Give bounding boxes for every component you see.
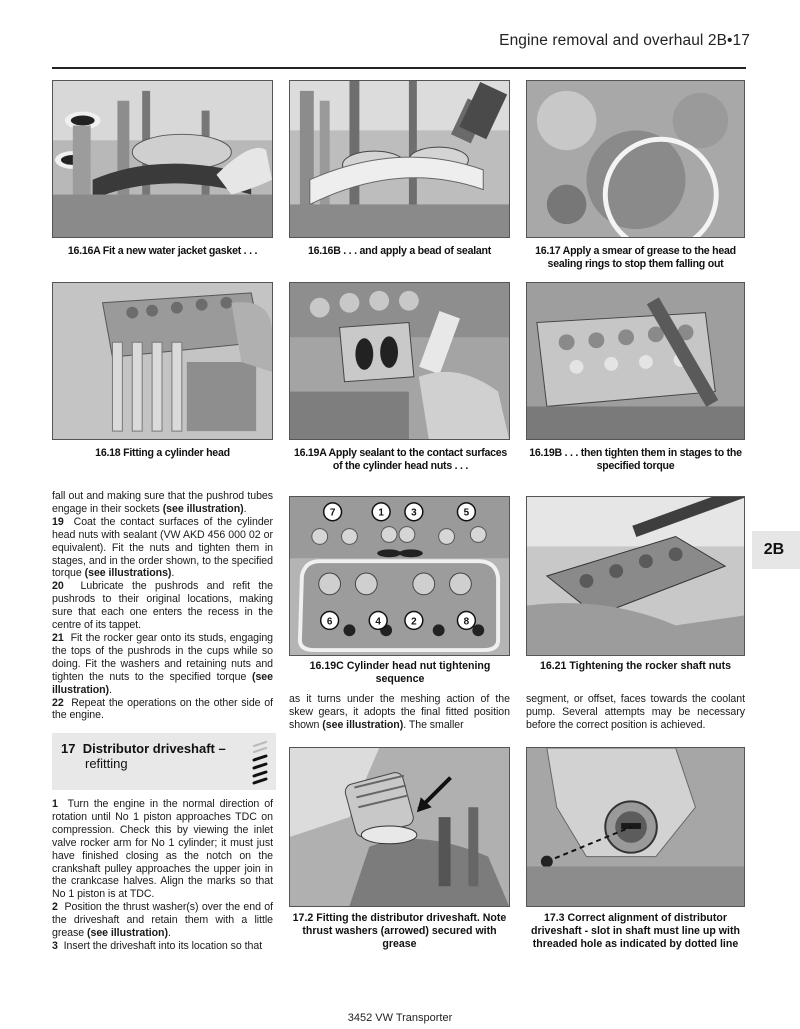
seq-label-7 bbox=[324, 503, 342, 521]
figure-16-18-caption: 16.18 Fitting a cylinder head bbox=[95, 447, 230, 459]
see-illustration-ref: (see illustration) bbox=[87, 927, 168, 940]
figure-16-19c-caption: 16.19C Cylinder head nut tightening sequence bbox=[309, 660, 491, 685]
seq-label-6 bbox=[321, 612, 339, 630]
svg-text:7: 7 bbox=[329, 507, 336, 519]
seq-label-8 bbox=[457, 612, 475, 630]
step-19: 19 Coat the contact surfaces of the cylinder head nuts with sealant (VW AKD 456 000 02 or equivalent). Fit the nuts and tighten them in stages, and in the order shown, to the specified torque (see illustrations). bbox=[52, 515, 273, 580]
middle-column-text: as it turns under the meshing action of the skew gears, it adopts the final fitted position shown (see illustration). The smaller bbox=[289, 693, 510, 731]
step-20: 20 Lubricate the pushrods and refit the pushrods to their original locations, making sure that each one enters the recess in the centre of its tappet. bbox=[52, 580, 273, 632]
svg-text:6: 6 bbox=[326, 616, 333, 628]
figure-16-17-photo bbox=[526, 80, 745, 238]
seq-label-3 bbox=[405, 503, 423, 521]
seq-label-1 bbox=[372, 503, 390, 521]
figure-16-19a-photo bbox=[289, 282, 510, 440]
figure-16-17-caption: 16.17 Apply a smear of grease to the head sealing rings to stop them falling out bbox=[535, 245, 736, 270]
figure-16-16b-photo bbox=[289, 80, 510, 238]
section-heading-box bbox=[52, 733, 276, 790]
seq-label-2 bbox=[405, 612, 423, 630]
seq-label-5 bbox=[457, 503, 475, 521]
figure-16-16a-photo bbox=[52, 80, 273, 238]
figure-17-3-caption: 17.3 Correct alignment of distributor driveshaft - slot in shaft must line up with threaded hole as indicated by dotted line bbox=[531, 912, 740, 950]
section-step-3: 3 Insert the driveshaft into its location so that bbox=[52, 939, 263, 952]
svg-text:2: 2 bbox=[411, 616, 417, 628]
section-subtitle: refitting bbox=[85, 756, 128, 771]
seq-label-4 bbox=[369, 612, 387, 630]
step-21: 21 Fit the rocker gear onto its studs, engaging the tops of the pushrods in the cups while so doing. Fit the washers and retaining nuts and tighten the nuts to the specified torque (see illustration). bbox=[52, 631, 273, 696]
header-divider bbox=[52, 67, 746, 69]
figure-16-19b-caption: 16.19B . . . then tighten them in stages to the specified torque bbox=[529, 447, 742, 472]
figure-16-16b-caption: 16.16B . . . and apply a bead of sealant bbox=[307, 245, 492, 257]
figure-17-2-photo bbox=[289, 747, 510, 907]
section-17-text bbox=[52, 798, 273, 953]
page-footer: 3452 VW Transporter bbox=[347, 1012, 453, 1024]
step-22: 22 Repeat the operations on the other side of the engine. bbox=[52, 696, 273, 722]
figure-16-21-photo bbox=[526, 496, 745, 656]
figure-16-19c-photo bbox=[289, 496, 510, 656]
figure-16-19a-caption: 16.19A Apply sealant to the contact surfaces of the cylinder head nuts . . . bbox=[293, 447, 508, 472]
section-step-1: 1 Turn the engine in the normal direction of rotation until No 1 piston approaches TDC on compression. Check this by viewing the inlet valve rocker arm for No 1 cylinder; it must just have finished closing as the notch on the crankshaft pulley approaches the upper join in the crankcase halves. Align the marks so that No 1 piston is at TDC. bbox=[52, 798, 273, 901]
see-illustration-ref: (see illustration) bbox=[162, 502, 244, 515]
svg-text:5: 5 bbox=[463, 507, 470, 519]
figure-16-18-photo bbox=[52, 282, 273, 440]
wrench-rating-icon bbox=[250, 738, 272, 786]
intro-paragraph: fall out and making sure that the pushrod tubes engage in their sockets (see illustration). bbox=[52, 490, 273, 515]
figure-16-16a-caption: 16.16A Fit a new water jacket gasket . . . bbox=[67, 245, 258, 257]
svg-text:8: 8 bbox=[463, 616, 470, 628]
figure-17-3-photo bbox=[526, 747, 745, 907]
figure-16-19b-photo bbox=[526, 282, 745, 440]
see-illustration-ref: (see illustration) bbox=[322, 718, 404, 731]
svg-text:4: 4 bbox=[375, 616, 381, 628]
see-illustration-ref: (see illustration) bbox=[52, 670, 273, 696]
svg-text:3: 3 bbox=[411, 507, 417, 519]
figure-17-2-caption: 17.2 Fitting the distributor driveshaft. Note thrust washers (arrowed) secured with grease bbox=[292, 912, 507, 950]
chapter-tab-2b: 2B bbox=[752, 531, 800, 569]
see-illustrations-ref: (see illustrations) bbox=[84, 567, 172, 580]
left-column-text bbox=[52, 490, 273, 722]
page-header-title: Engine removal and overhaul 2B•17 bbox=[499, 32, 750, 49]
section-step-2: 2 Position the thrust washer(s) over the end of the driveshaft and retain them with a little grease (see illustration). bbox=[52, 901, 273, 940]
section-title: 17 Distributor driveshaft – bbox=[61, 741, 226, 756]
right-column-text: segment, or offset, faces towards the coolant pump. Several attempts may be necessary before the correct position is achieved. bbox=[526, 693, 745, 731]
figure-16-21-caption: 16.21 Tightening the rocker shaft nuts bbox=[539, 660, 732, 672]
svg-text:1: 1 bbox=[378, 507, 384, 519]
